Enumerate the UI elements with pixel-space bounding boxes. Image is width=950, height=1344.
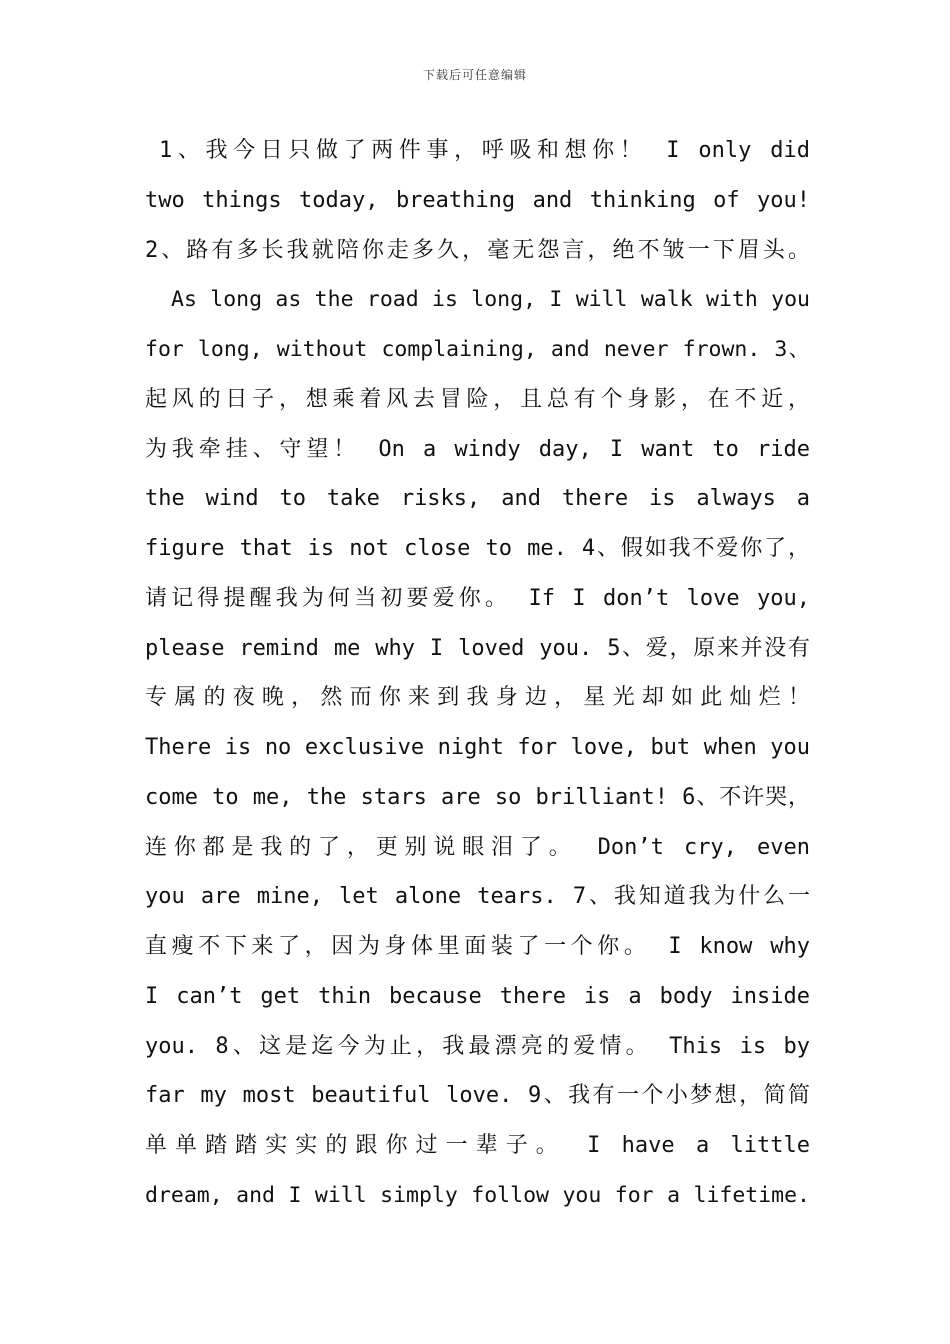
page-header: 下载后可任意编辑 <box>422 68 527 82</box>
text-line: come to me, the stars are so brilliant! 6、不许哭， <box>145 784 810 810</box>
body-text <box>145 126 810 1221</box>
text-line: 2、路有多长我就陪你走多久，毫无怨言，绝不皱一下眉头。 <box>145 237 810 263</box>
text-line: I can’t get thin because there is a body inside <box>145 983 810 1009</box>
text-line: you. 8、这是迄今为止，我最漂亮的爱情。 This is by <box>145 1033 810 1059</box>
text-line: for long, without complaining, and never frown. 3、 <box>145 337 810 362</box>
text-line: the wind to take risks, and there is always a <box>145 486 810 512</box>
text-line: 1、我今日只做了两件事，呼吸和想你！ I only did <box>159 138 810 163</box>
text-line: figure that is not close to me. 4、假如我不爱你了， <box>145 536 810 561</box>
text-line: 专属的夜晚，然而你来到我身边，星光却如此灿烂！ <box>145 685 810 711</box>
text-line: 请记得提醒我为何当初要爱你。 If I don’t love you, <box>145 585 810 611</box>
text-line: please remind me why I loved you. 5、爱，原来并没有 <box>145 635 810 661</box>
text-line: There is no exclusive night for love, but when you <box>145 735 810 760</box>
text-line: 单单踏踏实实的跟你过一辈子。 I have a little <box>145 1133 810 1158</box>
text-line: As long as the road is long, I will walk with you <box>171 287 810 313</box>
text-line: far my most beautiful love. 9、我有一个小梦想，简简 <box>145 1083 810 1109</box>
text-line: 为我牵挂、守望！ On a windy day, I want to ride <box>145 436 810 462</box>
text-line: 连你都是我的了，更别说眼泪了。 Don’t cry, even <box>145 834 810 860</box>
text-line: dream, and I will simply follow you for a lifetime. <box>145 1182 810 1208</box>
text-line: 起风的日子，想乘着风去冒险，且总有个身影，在不近， <box>145 386 810 412</box>
text-line: 直瘦不下来了，因为身体里面装了一个你。 I know why <box>145 934 810 959</box>
text-line: you are mine, let alone tears. 7、我知道我为什么一 <box>145 884 810 910</box>
text-line: two things today, breathing and thinking of you! <box>145 187 810 213</box>
